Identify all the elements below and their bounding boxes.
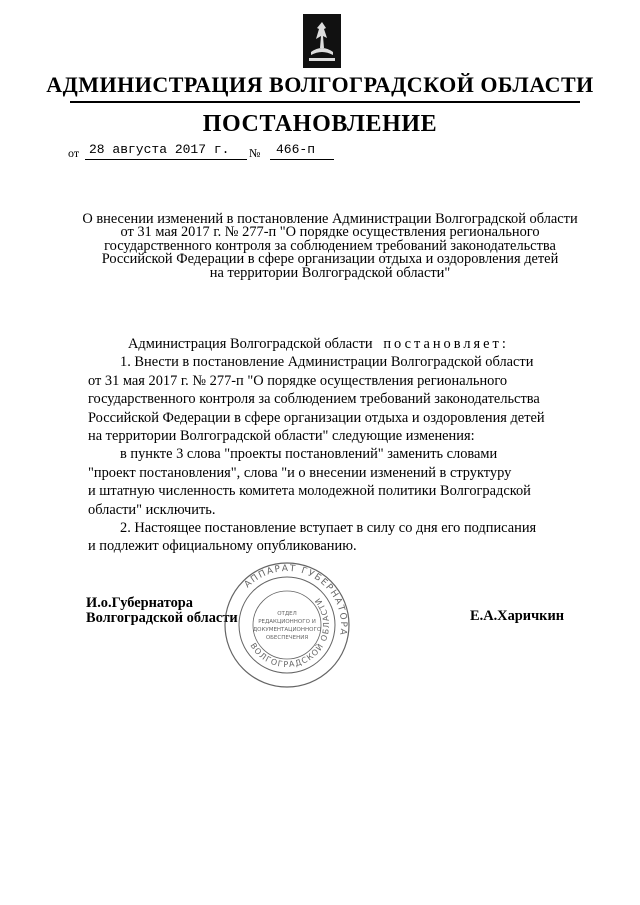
preamble-verb: постановляет:	[383, 336, 509, 352]
signatory-position	[86, 596, 238, 626]
item-1-line: Российской Федерации в сфере организации отдыха и оздоровления детей	[88, 409, 545, 426]
volgograd-coat-of-arms-icon	[303, 14, 341, 68]
document-number: 466-п	[270, 142, 334, 160]
number-label: №	[249, 146, 261, 160]
position-line: Волгоградской области	[86, 610, 238, 626]
item-2-line: и подлежит официальному опубликованию.	[88, 538, 357, 555]
seal-center-text: ОТДЕЛ	[277, 611, 297, 617]
title-divider	[70, 101, 580, 103]
subitem-line: "проект постановления", слова "и о внесении изменений в структуру	[88, 464, 512, 481]
subject-line: Российской Федерации в сфере организации отдыха и оздоровления детей	[101, 251, 559, 268]
official-seal	[222, 560, 352, 690]
preamble-text: Администрация Волгоградской области	[128, 336, 373, 352]
svg-text:АППАРАТ ГУБЕРНАТОРА	[243, 564, 348, 637]
document-date: 28 августа 2017 г.	[85, 142, 247, 160]
item-1-line: государственного контроля за соблюдением требований законодательства	[88, 391, 540, 408]
date-from-label: от	[68, 146, 80, 160]
subject-line: О внесении изменений в постановление Администрации Волгоградской области	[82, 211, 578, 227]
seal-center-text: ДОКУМЕНТАЦИОННОГО	[252, 627, 322, 633]
subitem-line: области" исключить.	[88, 501, 216, 518]
seal-outer-text: АППАРАТ ГУБЕРНАТОРА	[242, 563, 349, 637]
item-1-line: на территории Волгоградской области" следующие изменения:	[88, 427, 475, 444]
registration-line	[0, 142, 640, 164]
document-type-heading: ПОСТАНОВЛЕНИЕ	[202, 111, 438, 137]
subject-line: от 31 мая 2017 г. № 277-п "О порядке осуществления регионального	[120, 224, 540, 241]
item-1-line: от 31 мая 2017 г. № 277-п "О порядке осуществления регионального	[88, 372, 508, 389]
item-2-line: 2. Настоящее постановление вступает в силу со дня его подписания	[120, 519, 537, 536]
subject-line: государственного контроля за соблюдением требований законодательства	[104, 237, 556, 254]
position-line: И.о.Губернатора	[86, 595, 193, 611]
signatory-name: Е.А.Харичкин	[470, 608, 565, 624]
item-1-line: 1. Внести в постановление Администрации Волгоградской области	[120, 354, 534, 371]
organization-title: АДМИНИСТРАЦИЯ ВОЛГОГРАДСКОЙ ОБЛАСТИ	[46, 72, 594, 97]
document-subject	[80, 213, 580, 280]
subitem-line: и штатную численность комитета молодежной политики Волгоградской	[88, 483, 531, 500]
seal-center-text: РЕДАКЦИОННОГО И	[258, 619, 316, 625]
subitem-line: в пункте 3 слова "проекты постановлений" заменить словами	[120, 446, 498, 463]
subject-line: на территории Волгоградской области"	[209, 264, 451, 281]
preamble	[88, 335, 582, 353]
seal-inner-text: ВОЛГОГРАДСКОЙ ОБЛАСТИ	[248, 595, 332, 670]
seal-center-text: ОБЕСПЕЧЕНИЯ	[265, 635, 309, 641]
document-body	[88, 335, 582, 556]
